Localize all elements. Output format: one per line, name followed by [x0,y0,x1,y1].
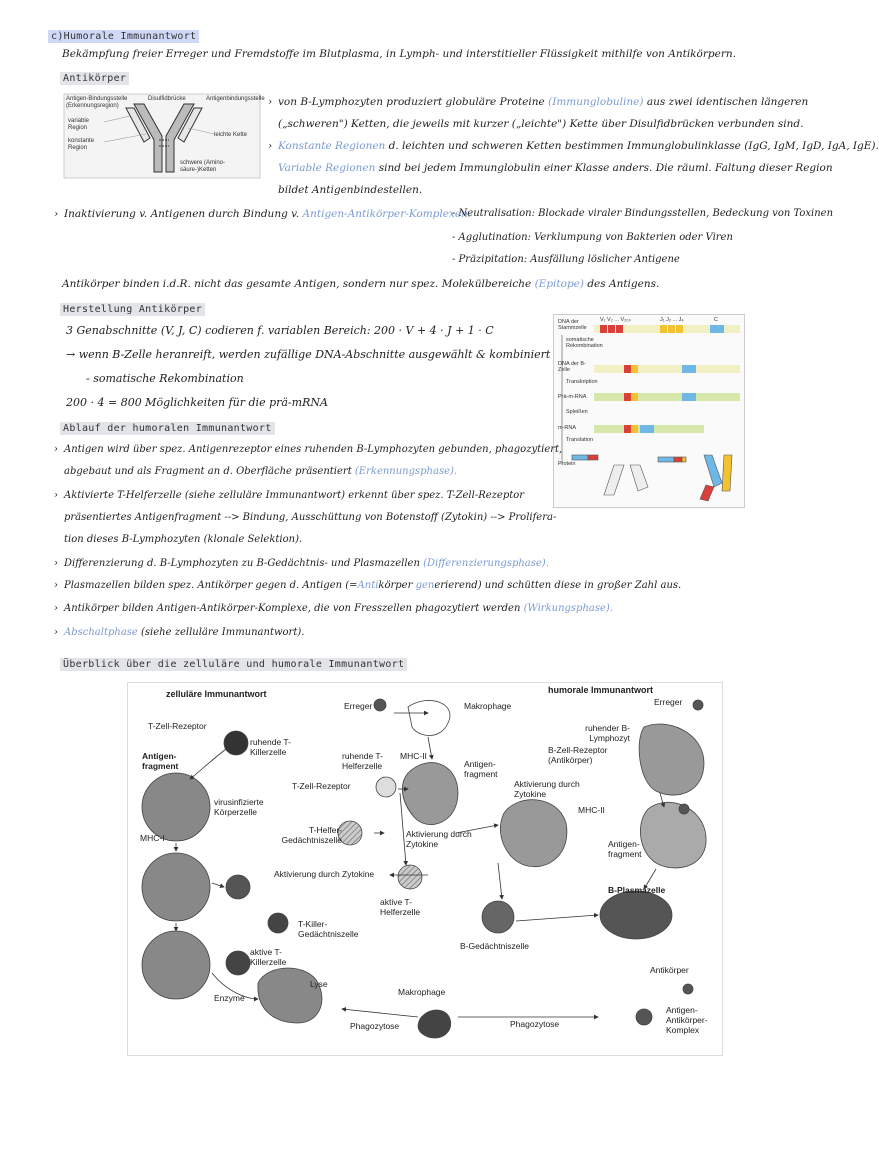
ablauf-bullet-6: › Abschaltphase (siehe zelluläre Immunantwort). [54,627,305,638]
label-protein: Protein [558,461,576,467]
label-aktivierung-zytokine-mid: Aktivierung durch Zytokine [406,829,472,849]
label-ruhende-t-killer: ruhende T-Killerzelle [250,737,291,757]
label-light-chain: leichte Kette [214,132,248,138]
label-dna-b: DNA der B-Zelle [558,361,586,373]
intro-text: Bekämpfung freier Erreger und Fremdstoffe im Blutplasma, in Lymph- und interstitieller Flüssigkeit mithilfe von Antikörpern. [62,48,736,60]
label-transkription: Transkription [566,379,598,385]
label-makrophage-top: Makrophage [464,701,512,711]
antikoerper-text-5: Antikörper binden i.d.R. nicht das gesamte Antigen, sondern nur spez. Molekülbereiche (Epitope) des Antigens. [62,278,660,290]
title-humoral: humorale Immunantwort [548,685,654,695]
label-somatic: somatische Rekombination [566,337,603,349]
section-heading: c)Humorale Immunantwort [48,30,199,43]
label-virusinfizierte-zelle: virusinfizierte Körperzelle [214,797,264,817]
label-variable-region: variable Region [68,118,90,131]
label-erreger-right: Erreger [654,697,683,707]
label-aktivierung-zytokine-right: Aktivierung durch Zytokine [514,779,580,799]
label-mhc-i: MHC-I [140,833,165,843]
label-b-plasmazelle: B-Plasmazelle [608,885,666,895]
label-constant-region: konstante Region [68,138,95,151]
ablauf-heading: Ablauf der humoralen Immunantwort [60,422,275,435]
antikoerper-text-3: Variable Regionen sind bei jedem Immunglobulin einer Klasse anders. Die räuml. Faltung dieser Region [278,162,833,174]
label-enzyme: Enzyme [214,993,245,1003]
label-v-segments: V₁ V₂ ... V₂₀₀ [600,317,631,323]
antikoerper-text-3b: bildet Antigenbindestellen. [278,184,423,196]
label-ruhender-b: ruhender B-Lymphozyt [585,723,630,743]
antibody-structure-figure [64,94,265,178]
ablauf-bullet-4: › Plasmazellen bilden spez. Antikörper gegen d. Antigen (=Antikörper generierend) und schütten diese in großer Zahl aus. [54,580,682,591]
label-pra-rna: Prä-m-RNA [558,394,587,400]
inactivation-list-item: - Präzipitation: Ausfällung löslicher Antigene [452,254,680,265]
label-antigen-fragment-right: Antigen-fragment [608,839,642,859]
antikoerper-text-4: › Inaktivierung v. Antigenen durch Bindung v. Antigen-Antikörper-Komplexen: [54,208,472,220]
inactivation-list-item: - Neutralisation: Blockade viraler Bindungsstellen, Bedeckung von Toxinen [452,208,834,219]
label-phagozytose-left: Phagozytose [350,1021,400,1031]
label-t-killer-gedaechtnis: T-Killer-Gedächtniszelle [298,919,359,939]
label-spleissen: Spleißen [566,409,588,415]
label-mhc-ii-right: MHC-II [578,805,605,815]
ablauf-bullet-2: › Aktivierte T-Helferzelle (siehe zelluläre Immunantwort) erkennt über spez. T-Zell-Rezeptor [54,490,525,501]
ablauf-bullet-1b: abgebaut und als Fragment an d. Oberfläche präsentiert (Erkennungsphase). [64,466,458,477]
label-makrophage-bottom: Makrophage [398,987,446,997]
label-t-zell-rezeptor-mid: T-Zell-Rezeptor [292,781,351,791]
herstellung-heading: Herstellung Antikörper [60,303,205,316]
antikoerper-heading: Antikörper [60,72,129,85]
label-lyse: Lyse [310,979,328,989]
label-c-segment: C [714,317,718,323]
title-zellulaer: zelluläre Immunantwort [166,689,267,699]
gene-recombination-figure [553,314,745,508]
label-b-gedaechtnis: B-Gedächtniszelle [460,941,529,951]
label-antikoerper-fig: Antikörper [650,965,689,975]
label-antigen-fragment-left: Antigen-fragment [142,751,179,771]
ablauf-bullet-3: › Differenzierung d. B-Lymphozyten zu B-Gedächtnis- und Plasmazellen (Differenzierungsphase). [54,558,549,569]
label-heavy-chain: schwere (Amino-säure-)Ketten [180,160,226,173]
ablauf-bullet-5: › Antikörper bilden Antigen-Antikörper-Komplexe, die von Fresszellen phagozytiert werden (Wirkungsphase). [54,603,613,614]
label-t-helfer-gedaechtnis: T-Helfer-Gedächtniszelle [281,825,342,845]
label-m-rna: m-RNA [558,425,577,431]
label-binding-site-left: Antigen-Bindungsstelle (Erkennungsregion) [66,96,128,109]
ablauf-bullet-2c: tion dieses B-Lymphozyten (klonale Selektion). [64,534,303,545]
label-aktive-t-killer: aktive T-Killerzelle [250,947,287,967]
label-phagozytose-right: Phagozytose [510,1019,560,1029]
label-dna-stammzelle: DNA der Stammzelle [558,319,587,331]
label-binding-site-right: Antigenbindungsstelle [206,96,265,102]
label-aktive-t-helfer: aktive T-Helferzelle [380,897,421,917]
antikoerper-text-1: › von B-Lymphozyten produziert globuläre Proteine (Immunglobuline) aus zwei identischen längeren [268,96,809,108]
label-ruhende-t-helfer: ruhende T-Helferzelle [342,751,383,771]
label-mhc-ii: MHC-II [400,751,427,761]
antikoerper-text-1b: („schweren") Ketten, die jeweils mit kurzer („leichte") Kette über Disulfidbrücken verbunden sind. [278,118,804,130]
inactivation-list-item: - Agglutination: Verklumpung von Bakterien oder Viren [452,232,733,243]
ablauf-bullet-1: › Antigen wird über spez. Antigenrezeptor eines ruhenden B-Lymphozyten gebunden, phagozytiert, [54,444,563,455]
herstellung-line: 3 Genabschnitte (V, J, C) codieren f. variablen Bereich: 200 · V + 4 · J + 1 · C [66,324,494,337]
ablauf-bullet-2b: präsentiertes Antigenfragment --> Bindung, Ausschüttung von Botenstoff (Zytokin) --> Prolifera- [64,512,557,523]
herstellung-line: 200 · 4 = 800 Möglichkeiten für die prä-mRNA [66,396,328,409]
label-antigen-fragment-mid: Antigen-fragment [464,759,498,779]
label-antigen-antikoerper-komplex: Antigen-Antikörper-Komplex [666,1005,708,1035]
label-translation: Translation [566,437,594,443]
label-t-zell-rezeptor: T-Zell-Rezeptor [148,721,207,731]
label-aktivierung-zytokine-left: Aktivierung durch Zytokine [274,869,375,879]
label-b-zell-rezeptor: B-Zell-Rezeptor (Antikörper) [548,745,608,765]
label-erreger: Erreger [344,701,373,711]
antikoerper-text-2: › Konstante Regionen d. leichten und schweren Ketten bestimmen Immunglobulinklasse (IgG, IgM, IgD, IgA, IgE). [268,140,879,152]
immune-response-overview-figure [127,682,723,1056]
label-disulfide: Disulfidbrücke [148,96,186,102]
label-j-segments: J₁ J₂ ... J₄ [660,317,684,323]
herstellung-line: - somatische Rekombination [86,372,244,385]
herstellung-line: → wenn B-Zelle heranreift, werden zufällige DNA-Abschnitte ausgewählt & kombiniert [66,348,551,361]
ueberblick-heading: Überblick über die zelluläre und humorale Immunantwort [60,658,407,671]
